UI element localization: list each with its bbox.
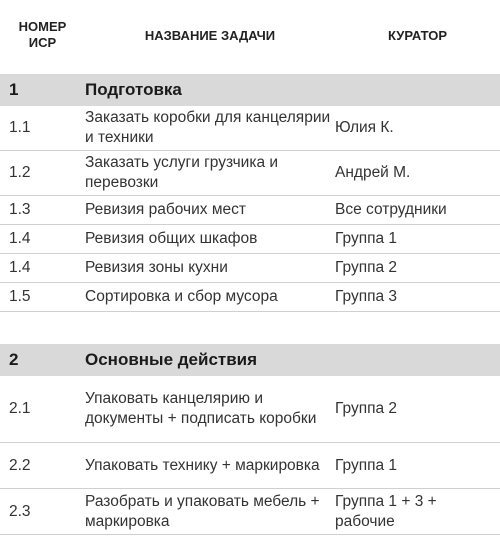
table-row <box>0 283 500 312</box>
row-curator: Андрей М. <box>335 164 411 181</box>
section-number: 2 <box>9 350 19 369</box>
row-task: Ревизия зоны кухни <box>85 259 228 276</box>
row-task: Ревизия общих шкафов <box>85 230 258 247</box>
row-number: 1.1 <box>9 119 31 136</box>
header-wbs-number <box>0 19 85 51</box>
table-row <box>0 151 500 196</box>
section-title: Основные действия <box>85 350 258 369</box>
row-number: 1.4 <box>9 230 31 247</box>
row-curator: Группа 1 <box>335 230 398 247</box>
row-task: Разобрать и упаковать мебель + маркировка <box>85 492 320 530</box>
row-task: Ревизия рабочих мест <box>85 201 246 218</box>
table-row <box>0 106 500 151</box>
row-curator: Группа 1 + 3 + рабочие <box>335 492 437 530</box>
row-curator: Группа 2 <box>335 259 398 276</box>
row-number: 2.3 <box>9 502 31 520</box>
table-row <box>0 254 500 283</box>
section-header <box>0 74 500 106</box>
section-number: 1 <box>9 80 19 99</box>
row-curator: Группа 3 <box>335 288 398 305</box>
row-curator: Все сотрудники <box>335 201 447 218</box>
table-row <box>0 443 500 489</box>
table-row <box>0 489 500 535</box>
row-task: Заказать коробки для канцелярии и техники <box>85 109 331 146</box>
row-curator: Группа 2 <box>335 400 398 417</box>
row-task: Упаковать канцелярию и документы + подписать коробки <box>85 390 317 427</box>
table-row <box>0 225 500 254</box>
header-task-name: НАЗВАНИЕ ЗАДАЧИ <box>144 27 276 43</box>
row-task: Сортировка и сбор мусора <box>85 288 278 305</box>
table-row <box>0 376 500 443</box>
table-header <box>0 0 500 70</box>
row-number: 1.3 <box>9 201 31 218</box>
table-row <box>0 196 500 225</box>
section-header <box>0 344 500 376</box>
row-task: Заказать услуги грузчика и перевозки <box>85 154 279 191</box>
row-curator: Группа 1 <box>335 456 398 474</box>
header-curator: КУРАТОР <box>387 27 447 43</box>
row-task: Упаковать технику + маркировка <box>85 456 320 474</box>
header-wbs-number-line1: НОМЕР <box>18 19 67 34</box>
row-curator: Юлия К. <box>335 119 394 136</box>
row-number: 2.2 <box>9 456 31 474</box>
row-number: 1.2 <box>9 164 31 181</box>
row-number: 1.4 <box>9 259 31 276</box>
header-wbs-number-line2: ИСР <box>28 35 57 50</box>
row-number: 1.5 <box>9 288 31 305</box>
row-number: 2.1 <box>9 400 31 417</box>
section-title: Подготовка <box>85 80 182 99</box>
